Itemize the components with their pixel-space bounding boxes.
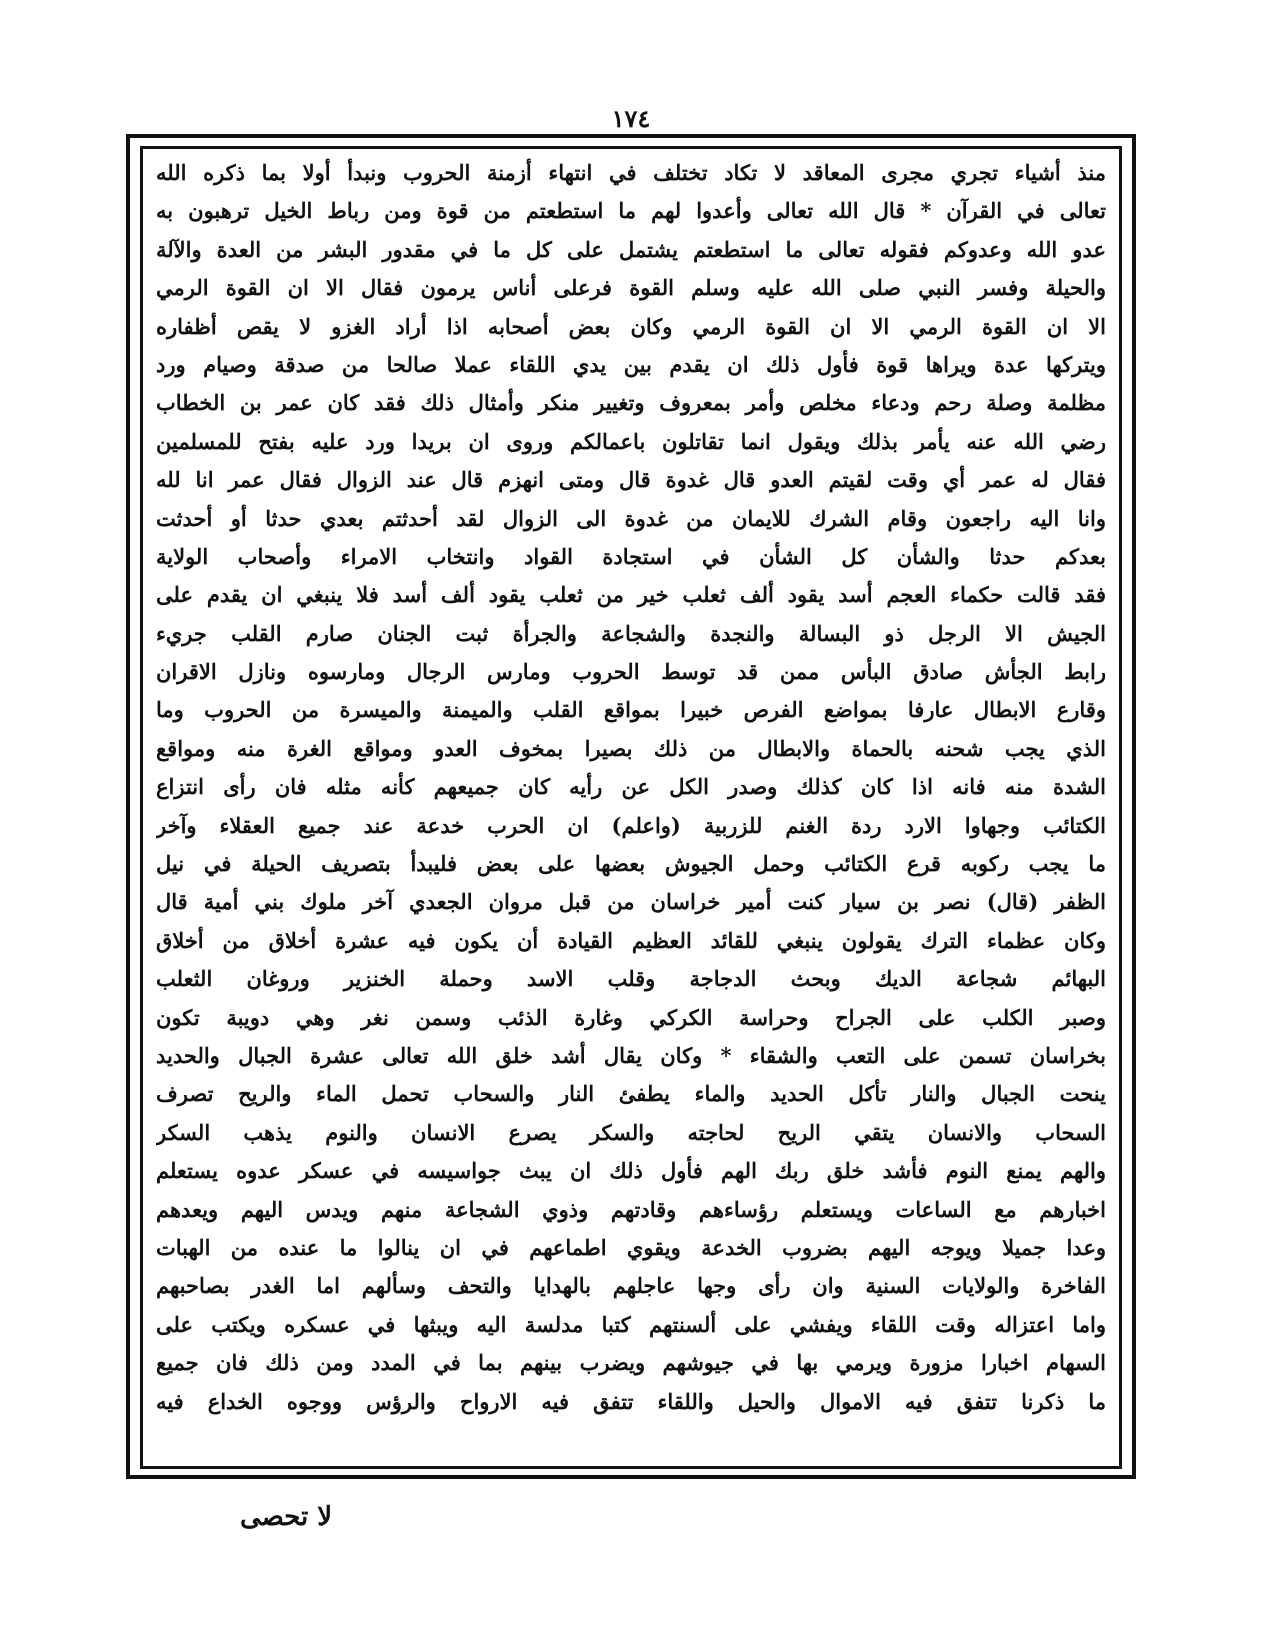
text-line: وصبر الكلب على الجراح وحراسة الكركي وغارة الذئب وسمن نغر وهي دويبة تكون: [156, 1004, 1106, 1030]
text-line: وانا اليه راجعون وقام الشرك للايمان من غدوة الى الزوال لقد أحدثتم بعدي حدثا أو أحدثت: [156, 505, 1106, 531]
text-line: فقد قالت حكماء العجم أسد يقود ألف ثعلب خير من ثعلب يقود ألف أسد فلا ينبغي ان يقدم على: [156, 582, 1106, 608]
text-line: واما اعتزاله وقت اللقاء ويفشي على ألسنتهم كتبا مدلسة اليه ويبثها في عسكره ويكتب على: [156, 1311, 1106, 1337]
text-line: الظفر (قال) نصر بن سيار كنت أمير خراسان من قبل مروان الجعدي آخر ملوك بني أمية قال: [156, 889, 1106, 915]
text-line: تعالى في القرآن * قال الله تعالى وأعدوا لهم ما استطعتم من قوة ومن رباط الخيل ترهبون به: [156, 198, 1106, 224]
text-line: الفاخرة والولايات السنية وان رأى وجها عاجلهم بالهدايا والتحف وسألهم اما الغدر بصاحبهم: [156, 1273, 1106, 1299]
text-line: السحاب والانسان يتقي الريح لحاجته والسكر يصرع الانسان والنوم يذهب السكر: [156, 1119, 1106, 1145]
text-line: ما ذكرنا تتفق فيه الاموال والحيل واللقاء تتفق فيه الارواح والرؤس ووجوه الخداع فيه: [156, 1388, 1106, 1414]
text-line: ينحت الجبال والنار تأكل الحديد والماء يطفئ النار والسحاب تحمل الماء والريح تصرف: [156, 1081, 1106, 1107]
text-line: بعدكم حدثا والشأن كل الشأن في استجادة القواد وانتخاب الامراء وأصحاب الولاية: [156, 543, 1106, 569]
text-line: عدو الله وعدوكم فقوله تعالى ما استطعتم يشتمل على كل ما في مقدور البشر من العدة والآلة: [156, 236, 1106, 262]
text-line: وقارع الابطال عارفا بمواضع الفرص خبيرا بمواقع القلب والميمنة والميسرة من الحروب وما: [156, 697, 1106, 723]
text-line: منذ أشياء تجري مجرى المعاقد لا تكاد تختلف في انتهاء أزمنة الحروب ونبدأ أولا بما ذكره الله: [156, 160, 1106, 185]
text-line: والهم يمنع النوم فأشد خلق ربك الهم فأول ذلك ان يبث جواسيسه في عسكر عدوه يستعلم: [156, 1158, 1106, 1184]
text-line: الكتائب وجهاوا الارد ردة الغنم للزربية (واعلم) ان الحرب خدعة عند جميع العقلاء وآخر: [156, 812, 1106, 838]
text-line: مظلمة وصلة رحم ودعاء مخلص وأمر بمعروف وتغيير منكر وأمثال ذلك فقد كان عمر بن الخطاب: [156, 390, 1106, 416]
text-line: رابط الجأش صادق البأس ممن قد توسط الحروب ومارس الرجال ومارسوه ونازل الاقران: [156, 659, 1106, 685]
text-line: البهائم شجاعة الديك وبحث الدجاجة وقلب الاسد وحملة الخنزير وروغان الثعلب: [156, 966, 1106, 992]
text-line: السهام اخبارا مزورة ويرمي بها في جيوشهم ويضرب بينهم بما في المدد ومن ذلك فان جميع: [156, 1350, 1106, 1376]
text-line: رضي الله عنه يأمر بذلك ويقول انما تقاتلون باعمالكم وروى ان بريدا ورد عليه بفتح للمسلمين: [156, 428, 1106, 454]
text-line: الا ان القوة الرمي الا ان القوة الرمي وكان بعض أصحابه اذا أراد الغزو لا يقص أظفاره: [156, 313, 1106, 339]
text-line: فقال له عمر أي وقت لقيتم العدو قال غدوة قال ومتى انهزم قال عند الزوال فقال عمر انا لله: [156, 467, 1106, 493]
text-line: اخبارهم مع الساعات ويستعلم رؤساءهم وقادتهم وذوي الشجاعة منهم ويدس اليهم ويعدهم: [156, 1196, 1106, 1222]
text-line: الذي يجب شحنه بالحماة والابطال من ذلك بصيرا بمخوف العدو ومواقع الغرة منه ومواقع: [156, 735, 1106, 761]
text-line: بخراسان تسمن على التعب والشقاء * وكان يقال أشد خلق الله تعالى عشرة الجبال والحديد: [156, 1042, 1106, 1068]
text-line: وعدا جميلا ويوجه اليهم بضروب الخدعة ويقوي اطماعهم في ان ينالوا ما عنده من الهبات: [156, 1234, 1106, 1260]
text-line: الشدة منه فانه اذا كان كذلك وصدر الكل عن رأيه كان جميعهم كأنه مثله فان رأى انتزاع: [156, 774, 1106, 800]
main-text-body: [156, 154, 1106, 1464]
page-number: ١٧٤: [611, 104, 651, 133]
text-line: ويتركها عدة ويراها قوة فأول ذلك ان يقدم بين يدي اللقاء عملا صالحا من صدقة وصيام ورد: [156, 351, 1106, 377]
text-line: وكان عظماء الترك يقولون ينبغي للقائد العظيم القيادة أن يكون فيه عشرة أخلاق من أخلاق: [156, 927, 1106, 953]
text-line: والحيلة وفسر النبي صلى الله عليه وسلم القوة فرعلى أناس يرمون فقال الا ان القوة الرمي: [156, 275, 1106, 301]
catchword: لا تحصى: [240, 1502, 333, 1532]
text-line: الجيش الا الرجل ذو البسالة والنجدة والشجاعة والجرأة ثبت الجنان صارم القلب جريء: [156, 620, 1106, 646]
text-line: ما يجب ركوبه قرع الكتائب وحمل الجيوش بعضها على بعض فليبدأ بتصريف الحيلة في نيل: [156, 851, 1106, 877]
